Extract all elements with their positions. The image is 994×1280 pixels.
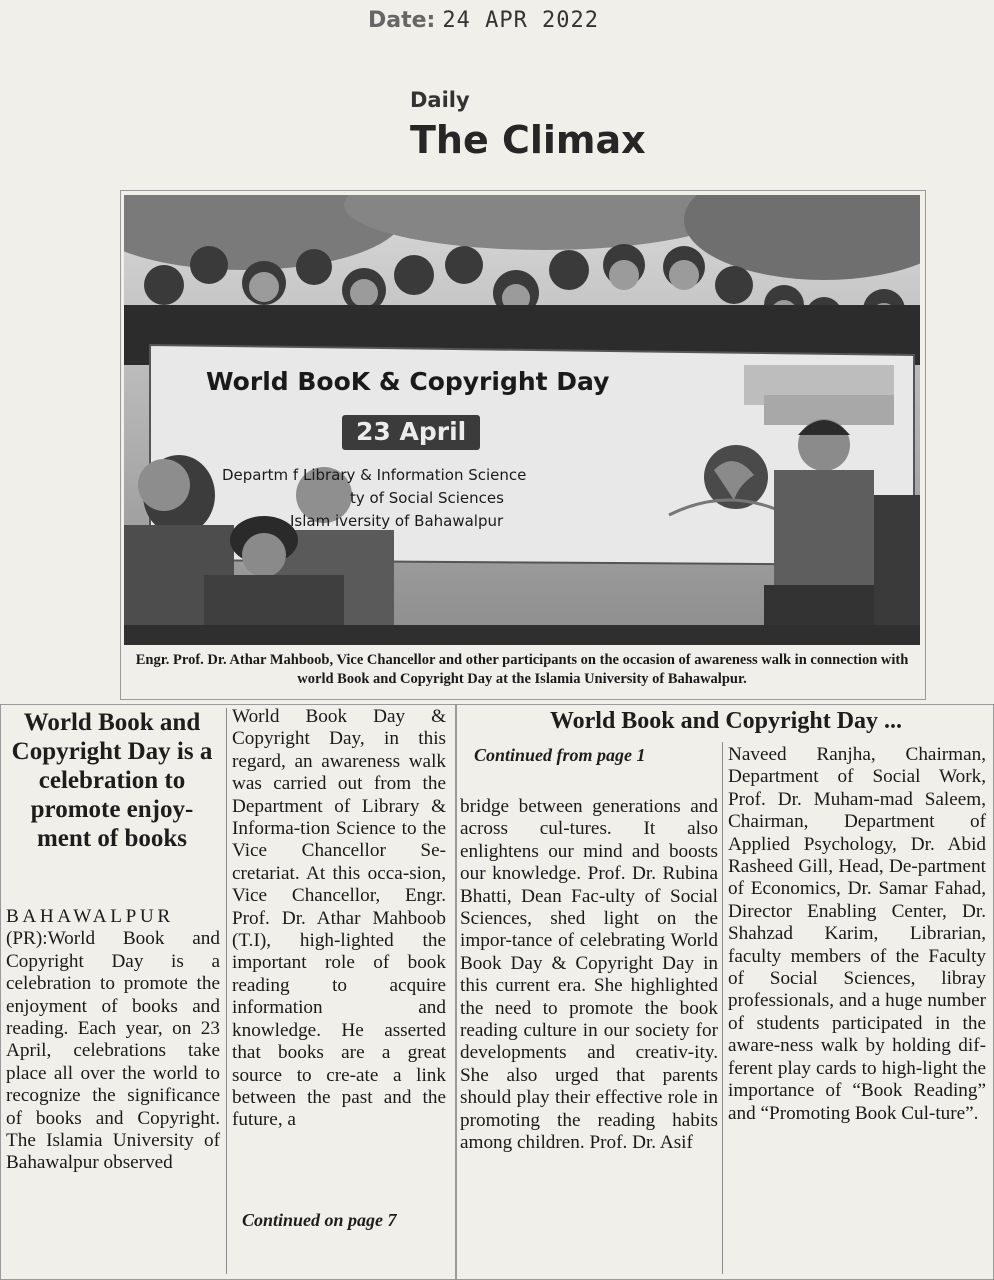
article1-column2 (232, 706, 446, 1132)
article2-headline: World Book and Copyright Day ... (549, 708, 903, 734)
masthead-kicker: Daily (410, 88, 470, 112)
article1-body-part2: World Book Day & Copyright Day, in this regard, an awareness walk was carried out from the Department of Library & Informa-tion Science to the Vice Chancellor Se-cretariat. At this occa-sion, Vice Chancellor, Engr. Prof. Dr. Athar Mahboob (T.I), high-lighted the important role of book reading to acquire information and knowledge. He asserted that books are a great source to cre-ate a link between the past and the future, a (232, 706, 446, 1131)
article1-dateline: BAHAWALPUR (6, 906, 174, 927)
article1-body-part1: (PR):World Book and Copyright Day is a celebration to promote the enjoyment of books and reading. Each year, on 23 April, celebrations take place all over the world to recognize the significance of books and Copyright. The Islamia University of Bahawalpur observed (6, 928, 220, 1174)
masthead-title: The Climax (410, 118, 646, 162)
banner-line-faculty: ty of Social Sciences (350, 489, 504, 507)
article1-headline: World Book and Copyright Day is a celebration to promote enjoy-ment of books (11, 709, 213, 852)
date-value: 24 APR 2022 (442, 8, 600, 33)
date-stamp (368, 8, 599, 33)
photo-caption: Engr. Prof. Dr. Athar Mahboob, Vice Chancellor and other participants on the occasion of awareness walk in connection with world Book and Copyright Day at the Islamia University of Bahawalpur. (135, 652, 909, 687)
article1-continued-note: Continued on page 7 (242, 1210, 397, 1230)
column-rule-1 (226, 708, 227, 1274)
banner-title: World BooK & Copyright Day (206, 367, 610, 396)
date-label: Date: (368, 8, 436, 33)
article2-continued-note: Continued from page 1 (474, 745, 646, 765)
article2-body-part2: Naveed Ranjha, Chairman, Department of Social Work, Prof. Dr. Muham-mad Saleem, Chairman, Department of Applied Psychology, Dr. Abid Rasheed Gill, Head, De-partment of Economics, Dr. Samar Fahad, Director Enabling Center, Dr. Shahzad Karim, Librarian, faculty members of the Faculty of Social Sciences, libray professionals, and a huge number of students participated in the aware-ness walk by holding dif-ferent play cards to high-light the importance of “Book Reading” and “Promoting Book Cul-ture”. (728, 744, 986, 1124)
banner-line-university: Islam iversity of Bahawalpur (290, 512, 504, 530)
article1-column1 (6, 906, 220, 1175)
banner-line-department: Departm f Library & Information Science (222, 466, 527, 484)
article2-column1 (460, 796, 718, 1155)
article2-column2 (728, 744, 986, 1125)
article2-body-part1: bridge between generations and across cul-tures. It also enlightens our mind and boosts our knowledge. Prof. Dr. Rubina Bhatti, Dean Fac-ulty of Social Sciences, shed light on the impor-tance of celebrating World Book Day & Copyright Day in this current era. She highlighted the need to promote the book reading culture in our society for developments and creativ-ity. She also urged that parents should play their effective role in promoting the reading habits among children. Prof. Dr. Asif (460, 796, 718, 1154)
photo-illustration (124, 195, 920, 645)
banner-date: 23 April (342, 415, 480, 450)
news-photo (124, 195, 920, 645)
column-rule-2 (722, 742, 723, 1274)
